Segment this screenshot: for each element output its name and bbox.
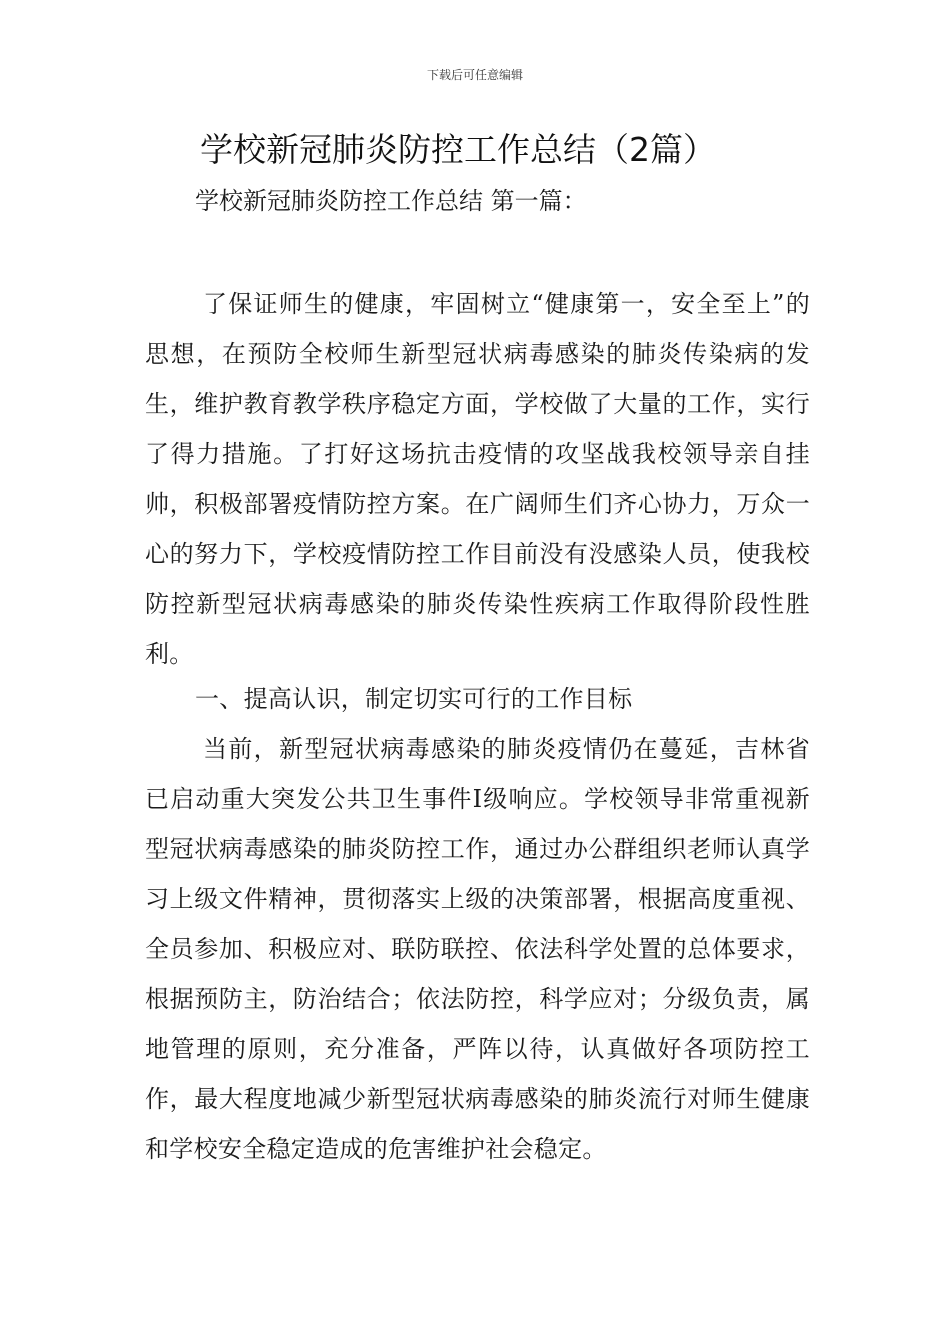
document-subtitle: 学校新冠肺炎防控工作总结 第一篇： [195,187,587,215]
document-title: 学校新冠肺炎防控工作总结（2篇） [200,130,716,169]
intro-paragraph: 了保证师生的健康，牢固树立“健康第一，安全至上”的思想，在预防全校师生新型冠状病毒感染的肺炎传染病的发生，维护教育教学秩序稳定方面，学校做了大量的工作，实行了得力措施。了打好这场抗击疫情的攻坚战我校领导亲自挂帅，积极部署疫情防控方案。在广阔师生们齐心协力，万众一心的努力下，学校疫情防控工作目前没有没感染人员，使我校防控新型冠状病毒感染的肺炎传染性疾病工作取得阶段性胜利。 [145,290,810,668]
section-paragraph: 当前，新型冠状病毒感染的肺炎疫情仍在蔓延，吉林省已启动重大突发公共卫生事件Ⅰ级响应。学校领导非常重视新型冠状病毒感染的肺炎防控工作，通过办公群组织老师认真学习上级文件精神，贯彻落实上级的决策部署，根据高度重视、全员参加、积极应对、联防联控、依法科学处置的总体要求，根据预防主，防治结合；依法防控，科学应对；分级负责，属地管理的原则，充分准备，严阵以待，认真做好各项防控工作，最大程度地减少新型冠状病毒感染的肺炎流行对师生健康和学校安全稳定造成的危害维护社会稳定。 [145,735,810,1163]
header-note: 下载后可任意编辑 [426,68,523,82]
section-heading: 一、提高认识，制定切实可行的工作目标 [195,685,633,713]
